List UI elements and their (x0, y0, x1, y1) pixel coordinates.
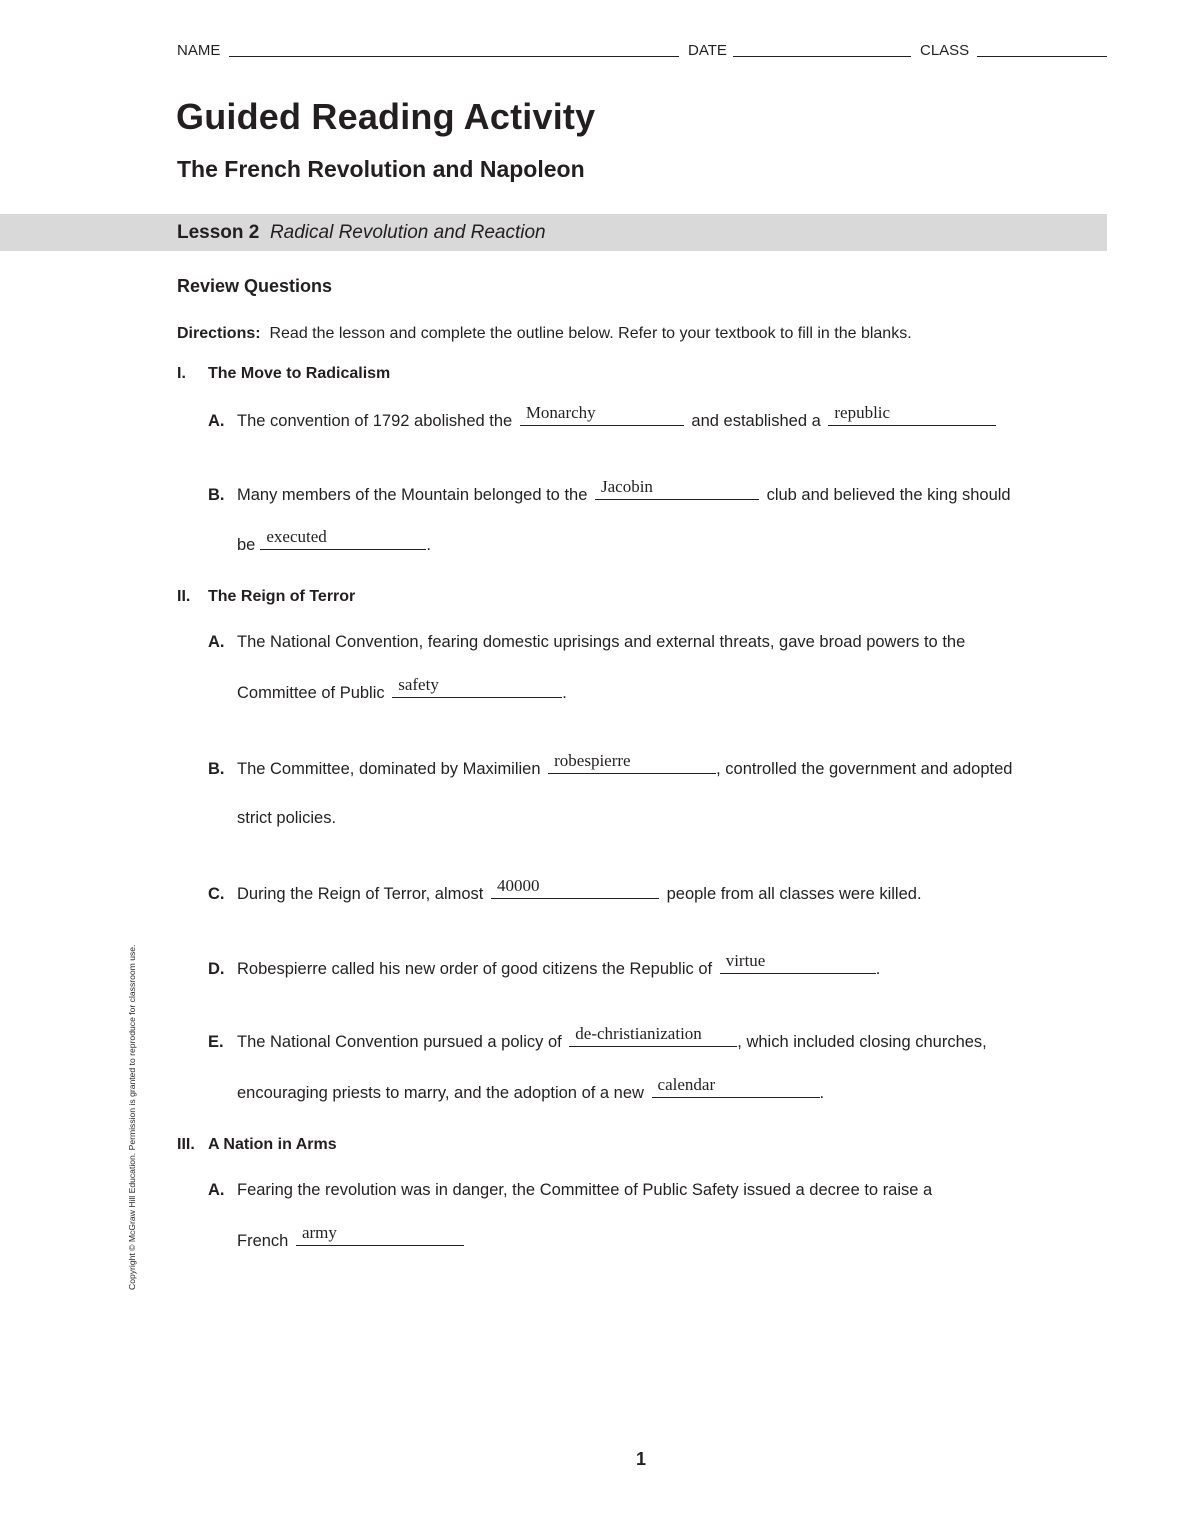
section-heading (177, 1136, 337, 1154)
item-text: strict policies. (237, 809, 337, 827)
outline-item (208, 633, 966, 652)
outline-item-continuation (237, 675, 567, 703)
item-text: The convention of 1792 abolished the (237, 412, 513, 430)
page-title: Guided Reading Activity (176, 96, 596, 137)
outline-item (208, 951, 881, 979)
name-label: NAME (177, 42, 221, 59)
item-letter: D. (208, 960, 225, 978)
outline-item-continuation (237, 1223, 467, 1251)
item-letter: A. (208, 1181, 225, 1199)
page-number: 1 (636, 1449, 647, 1469)
answer-text: executed (266, 527, 327, 546)
item-text: encouraging priests to marry, and the adoption of a new (237, 1084, 644, 1102)
outline-item (208, 403, 999, 431)
answer-text: army (301, 1223, 337, 1242)
answer-blank[interactable] (720, 951, 876, 974)
outline-item-continuation (237, 1075, 825, 1103)
answer-text: robespierre (554, 751, 631, 770)
section-title: The Move to Radicalism (208, 365, 391, 382)
answer-text: Jacobin (600, 477, 653, 496)
lesson-label: Lesson 2 (177, 222, 260, 243)
item-text: The National Convention, fearing domestic uprisings and external threats, gave broad powers to the (237, 633, 966, 651)
date-field[interactable] (733, 56, 911, 57)
answer-blank[interactable] (296, 1223, 464, 1246)
item-text: . (875, 960, 881, 978)
section-numeral: I. (177, 365, 186, 382)
directions-text: Read the lesson and complete the outline below. Refer to your textbook to fill in the blanks. (269, 325, 912, 342)
item-text: be (237, 536, 256, 554)
answer-blank[interactable] (491, 876, 659, 899)
answer-text: virtue (725, 951, 766, 970)
outline-item (208, 1181, 933, 1200)
item-text: , controlled the government and adopted (716, 760, 1013, 778)
answer-blank[interactable] (652, 1075, 820, 1098)
name-field[interactable] (229, 56, 679, 57)
outline-item (208, 751, 1013, 779)
item-text: people from all classes were killed. (666, 885, 922, 903)
item-text: . (819, 1084, 825, 1102)
answer-blank[interactable] (569, 1024, 737, 1047)
class-label: CLASS (920, 42, 970, 59)
item-letter: E. (208, 1033, 224, 1051)
outline-item (208, 876, 922, 904)
directions-label: Directions: (177, 325, 261, 342)
answer-blank[interactable] (548, 751, 716, 774)
section-numeral: II. (177, 588, 191, 605)
directions (177, 325, 912, 343)
outline-item (208, 1024, 987, 1052)
item-letter: A. (208, 633, 225, 651)
answer-text: 40000 (497, 876, 540, 895)
page-subtitle: The French Revolution and Napoleon (177, 156, 585, 182)
item-text: French (237, 1232, 289, 1250)
item-text: Robespierre called his new order of good citizens the Republic of (237, 960, 713, 978)
answer-blank[interactable] (828, 403, 996, 426)
item-text: The Committee, dominated by Maximilien (237, 760, 541, 778)
item-letter: B. (208, 486, 225, 504)
outline-item-continuation (237, 527, 431, 555)
answer-blank[interactable] (260, 527, 426, 550)
item-text: Fearing the revolution was in danger, the Committee of Public Safety issued a decree to raise a (237, 1181, 933, 1199)
class-field[interactable] (977, 56, 1107, 57)
date-label: DATE (688, 42, 727, 59)
item-letter: B. (208, 760, 225, 778)
outline-item-continuation (237, 809, 336, 828)
item-text: and established a (691, 412, 821, 430)
item-text: Many members of the Mountain belonged to the (237, 486, 588, 504)
section-heading (177, 365, 390, 383)
copyright-notice: Copyright © McGraw Hill Education. Permission is granted to reproduce for classroom use. (127, 944, 137, 1290)
lesson-bar (0, 214, 1107, 251)
item-text: . (426, 536, 431, 554)
section-numeral: III. (177, 1136, 195, 1153)
answer-blank[interactable] (392, 675, 562, 698)
answer-text: republic (834, 403, 891, 422)
lesson-name: Radical Revolution and Reaction (269, 222, 546, 243)
item-text: During the Reign of Terror, almost (237, 885, 484, 903)
item-text: The National Convention pursued a policy of (237, 1033, 562, 1051)
outline-item (208, 477, 1011, 505)
item-text: . (562, 684, 567, 702)
lesson-heading (177, 214, 546, 251)
item-text: , which included closing churches, (737, 1033, 987, 1051)
item-letter: C. (208, 885, 225, 903)
item-text: club and believed the king should (766, 486, 1011, 504)
answer-text: de-christianization (575, 1024, 702, 1043)
review-questions-heading: Review Questions (177, 276, 333, 296)
item-text: Committee of Public (237, 684, 385, 702)
item-letter: A. (208, 412, 225, 430)
answer-blank[interactable] (520, 403, 684, 426)
section-heading (177, 588, 355, 606)
answer-text: calendar (657, 1075, 716, 1094)
answer-text: safety (398, 675, 439, 694)
answer-blank[interactable] (595, 477, 759, 500)
section-title: The Reign of Terror (208, 588, 356, 605)
section-title: A Nation in Arms (208, 1136, 337, 1153)
answer-text: Monarchy (525, 403, 596, 422)
